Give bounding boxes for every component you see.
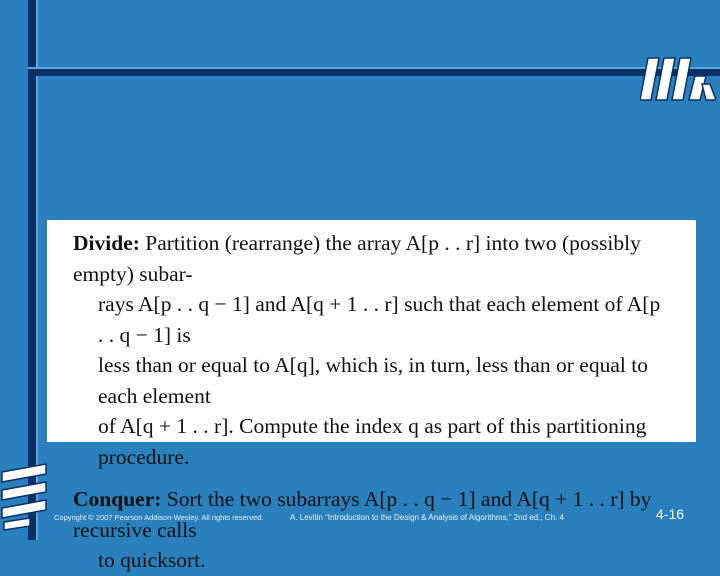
- copyright-text: Copyright © 2007 Pearson Addison-Wesley. All rights reserved.: [54, 513, 264, 522]
- page-number: 4-16: [656, 506, 685, 522]
- frame-horizontal-bar: [28, 67, 720, 76]
- divide-line-2: rays A[p . . q − 1] and A[q + 1 . . r] such that each element of A[p . . q − 1] is: [98, 292, 661, 347]
- conquer-line-2: to quicksort.: [98, 548, 206, 572]
- divide-line-3: less than or equal to A[q], which is, in turn, less than or equal to each element: [98, 353, 648, 408]
- conquer-paragraph: [73, 484, 664, 576]
- stripes-logo-icon: [640, 56, 716, 104]
- divide-line-4: of A[q + 1 . . r]. Compute the index q as part of this partitioning procedure.: [98, 414, 647, 469]
- conquer-line-1: Sort the two subarrays A[p . . q − 1] and A[q + 1 . . r] by recursive calls: [73, 487, 652, 542]
- divide-paragraph: [73, 228, 664, 472]
- divide-line-1: Partition (rearrange) the array A[p . . r] into two (possibly empty) subar-: [73, 231, 641, 286]
- conquer-term: Conquer:: [73, 487, 162, 511]
- divide-term: Divide:: [73, 231, 140, 255]
- frame-vertical-bar: [28, 0, 38, 540]
- stripes-logo-icon-rotated: [0, 462, 48, 534]
- citation-text: A. Levitin “Introduction to the Design & Analysis of Algorithms,” 2nd ed., Ch. 4: [290, 513, 564, 522]
